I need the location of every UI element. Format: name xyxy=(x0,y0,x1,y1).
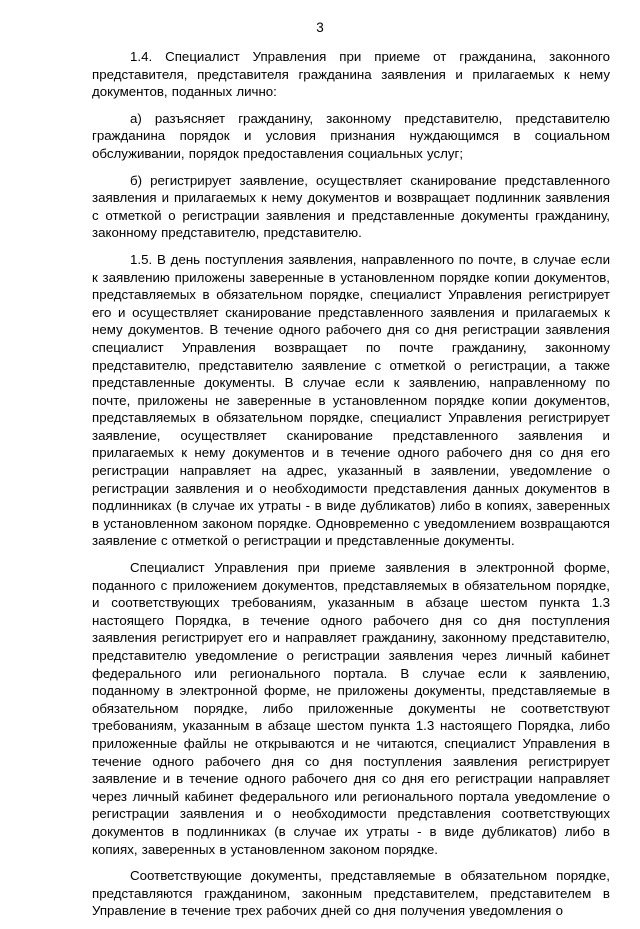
document-body xyxy=(92,48,610,929)
page-number: 3 xyxy=(316,20,324,35)
paragraph-documents-submission: Соответствующие документы, представляемые в обязательном порядке, представляются гражданином, законным представителем, представителем в Управление в течение трех рабочих дней со дня получения уведомления о xyxy=(92,868,610,919)
paragraph-1-5: 1.5. В день поступления заявления, направленного по почте, в случае если к заявлению приложены заверенные в установленном порядке копии документов, представляемых в обязательном порядке, специалист Управления регистрирует его и осуществляет сканирование представленного заявления и прилагаемых к нему документов. В течение одного рабочего дня со дня регистрации заявления специалист Управления возвращает по почте гражданину, законному представителю, представителю заявление с отметкой о регистрации, а также представленные документы. В случае если к заявлению, направленному по почте, приложены не заверенные в установленном порядке копии документов, представляемых в обязательном порядке, специалист Управления регистрирует заявление, осуществляет сканирование представленного заявления и прилагаемых к нему документов и в течение одного рабочего дня со дня его регистрации направляет на адрес, указанный в заявлении, уведомление о регистрации заявления и о необходимости представления данных документов в подлинниках (в случае их утраты - в виде дубликатов) либо в копиях, заверенных в установленном законом порядке. Одновременно с уведомлением возвращаются заявление с отметкой о регистрации и представленные документы. xyxy=(92,251,610,549)
paragraph-1-4-b: б) регистрирует заявление, осуществляет сканирование представленного заявления и прилагаемых к нему документов и возвращает подлинник заявления с отметкой о регистрации заявления и представленные документы гражданину, законному представителю, представителю. xyxy=(92,172,610,241)
paragraph-1-4-a: а) разъясняет гражданину, законному представителю, представителю гражданина порядок и условия признания нуждающимся в социальном обслуживании, порядок предоставления социальных услуг; xyxy=(92,110,610,161)
paragraph-1-4: 1.4. Специалист Управления при приеме от гражданина, законного представителя, представителя гражданина заявления и прилагаемых к нему документов, поданных лично: xyxy=(92,49,610,100)
paragraph-electronic-form: Специалист Управления при приеме заявления в электронной форме, поданного с приложением документов, представляемых в обязательном порядке, и соответствующих требованиям, указанным в абзаце шестом пункта 1.3 настоящего Порядка, в течение одного рабочего дня со дня поступления заявления регистрирует его и направляет гражданину, законному представителю, представителю уведомление о регистрации заявления через личный кабинет федерального или регионального портала. В случае если к заявлению, поданному в электронной форме, не приложены документы, представляемые в обязательном порядке, либо приложенные документы не соответствуют требованиям, указанным в абзаце шестом пункта 1.3 настоящего Порядка, либо приложенные файлы не открываются и не читаются, специалист Управления в течение одного рабочего дня со дня поступления заявления регистрирует заявление и в течение одного рабочего дня со дня его регистрации направляет через личный кабинет федерального или регионального портала уведомление о регистрации заявления и о необходимости представления соответствующих документов в подлинниках (в случае их утраты - в виде дубликатов) либо в копиях, заверенных в установленном законом порядке. xyxy=(92,560,610,857)
